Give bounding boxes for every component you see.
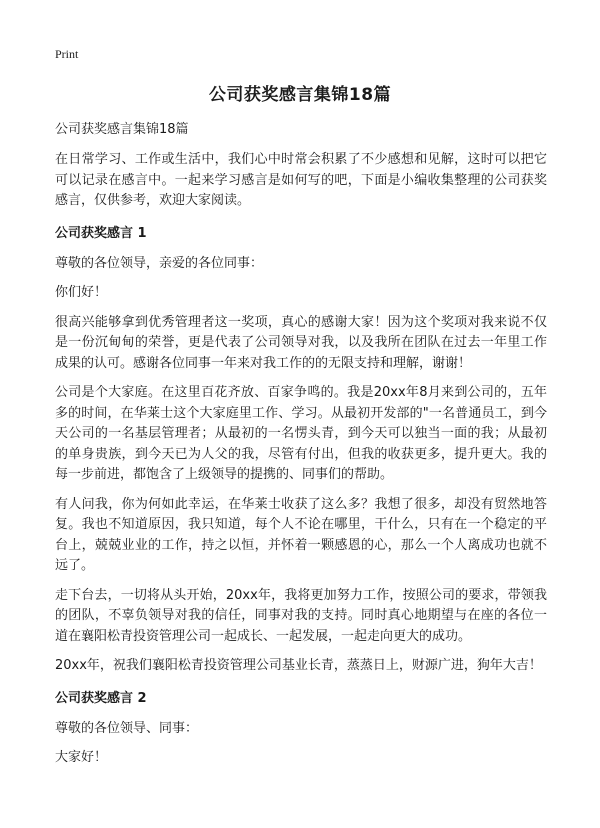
document-subtitle: 公司获奖感言集锦18篇	[55, 122, 189, 137]
section1-paragraph-3: 有人问我，你为何如此幸运，在华莱士收获了这么多？我想了很多，却没有贸然地答复。我也不知道原因，我只知道，每个人不论在哪里，干什么，只有在一个稳定的平台上，兢兢业业的工作，持之以恒，并怀着一颗感恩的心，那么一个人离成功也就不远了。	[55, 496, 547, 573]
section1-greeting: 尊敬的各位领导，亲爱的各位同事：	[55, 255, 264, 271]
intro-paragraph: 在日常学习、工作或生活中，我们心中时常会积累了不少感想和见解，这时可以把它可以记录在感言中。一起来学习感言是如何写的吧，下面是小编收集整理的公司获奖感言，仅供参考，欢迎大家阅读。	[55, 152, 547, 208]
document-body	[55, 120, 547, 778]
section1-paragraph-1: 很高兴能够拿到优秀管理者这一奖项，真心的感谢大家！因为这个奖项对我来说不仅是一份沉甸甸的荣誉，更是代表了公司领导对我，以及我所在团队在过去一年里工作成果的认可。感谢各位同事一年来对我工作的的无限支持和理解，谢谢！	[55, 314, 547, 371]
section2-hello: 大家好！	[55, 750, 108, 765]
print-label: Print	[55, 47, 79, 61]
page-title: 公司获奖感言集锦18篇	[208, 85, 392, 105]
section2-greeting: 尊敬的各位领导、同事：	[55, 720, 199, 736]
section1-hello: 你们好！	[55, 285, 108, 300]
section1-paragraph-2: 公司是个大家庭。在这里百花齐放、百家争鸣的。我是20xx年8月来到公司的，五年多的时间，在华莱士这个大家庭里工作、学习。从最初开发部的"一名普通员工，到今天公司的一名基层管理者；从最初的一名愣头青，到今天可以独当一面的我；从最初的单身贵族，到今天已为人父的我，尽管有付出，但我的收获更多，提升更大。我的每一步前进，都饱含了上级领导的提携的、同事们的帮助。	[55, 385, 547, 482]
section1-paragraph-5: 20xx年，祝我们襄阳松青投资管理公司基业长青，蒸蒸日上，财源广进，狗年大吉！	[55, 658, 542, 673]
section1-paragraph-4: 走下台去，一切将从头开始，20xx年，我将更加努力工作，按照公司的要求，带领我的团队，不辜负领导对我的信任，同事对我的支持。同时真心地期望与在座的各位一道在襄阳松青投资管理公司一起成长、一起发展，一起走向更大的成功。	[55, 587, 547, 644]
section-heading-1: 公司获奖感言 1	[55, 225, 147, 241]
section-heading-2: 公司获奖感言 2	[55, 690, 147, 706]
